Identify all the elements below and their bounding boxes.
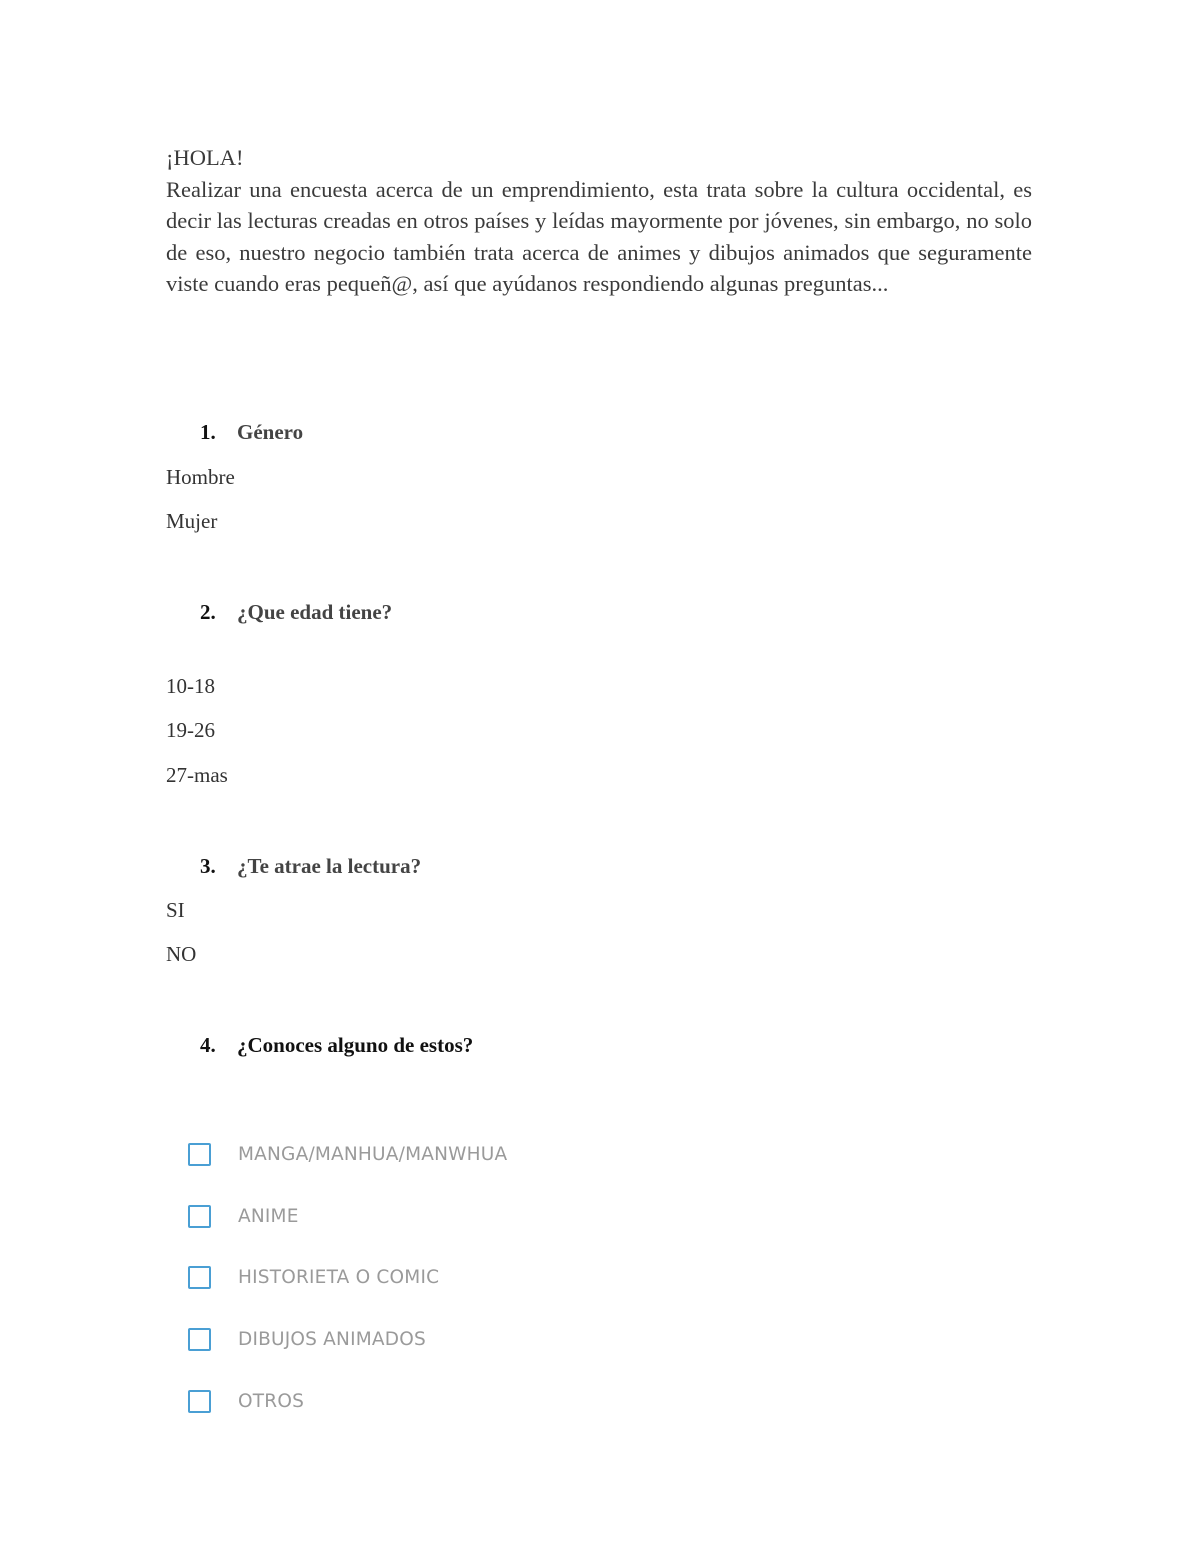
option-mujer: Mujer [166, 509, 218, 533]
greeting-heading: ¡HOLA! [166, 145, 244, 170]
checkbox-label: HISTORIETA O COMIC [238, 1266, 440, 1288]
question-3 [200, 854, 421, 879]
checkbox-label: ANIME [238, 1205, 299, 1227]
question-text: ¿Que edad tiene? [237, 600, 393, 624]
option-10-18: 10-18 [166, 674, 215, 698]
checkbox[interactable] [188, 1328, 211, 1351]
question-text: ¿Te atrae la lectura? [237, 854, 422, 878]
question-1 [200, 420, 303, 445]
checkbox-option-anime[interactable] [188, 1202, 299, 1230]
checkbox-option-otros[interactable] [188, 1387, 304, 1415]
intro-paragraph: Realizar una encuesta acerca de un emprendimiento, esta trata sobre la cultura occidental, es decir las lecturas creadas en otros países y leídas mayormente por jóvenes, sin embargo, no solo de eso, nuestro negocio también trata acerca de animes y dibujos animados que seguramente viste cuando eras pequeñ@, así que ayúdanos respondiendo algunas preguntas... [166, 176, 1032, 296]
checkbox[interactable] [188, 1205, 211, 1228]
checkbox-label: OTROS [238, 1390, 305, 1412]
question-number: 3. [200, 854, 216, 878]
option-si: SI [166, 898, 185, 922]
checkbox[interactable] [188, 1266, 211, 1289]
question-number: 1. [200, 420, 216, 444]
option-no: NO [166, 942, 197, 966]
option-19-26: 19-26 [166, 718, 215, 742]
question-2 [200, 600, 392, 625]
intro-section [166, 142, 1032, 300]
checkbox-label: MANGA/MANHUA/MANWHUA [238, 1143, 508, 1165]
checkbox[interactable] [188, 1390, 211, 1413]
question-4 [200, 1033, 473, 1058]
checkbox-option-dibujos[interactable] [188, 1325, 426, 1353]
question-number: 4. [200, 1033, 216, 1057]
checkbox[interactable] [188, 1143, 211, 1166]
option-hombre: Hombre [166, 465, 235, 489]
checkbox-option-manga[interactable] [188, 1140, 507, 1168]
question-text: Género [237, 420, 304, 444]
question-number: 2. [200, 600, 216, 624]
checkbox-label: DIBUJOS ANIMADOS [238, 1328, 426, 1350]
option-27-mas: 27-mas [166, 763, 228, 787]
question-text: ¿Conoces alguno de estos? [237, 1033, 474, 1057]
checkbox-option-historieta[interactable] [188, 1263, 439, 1291]
